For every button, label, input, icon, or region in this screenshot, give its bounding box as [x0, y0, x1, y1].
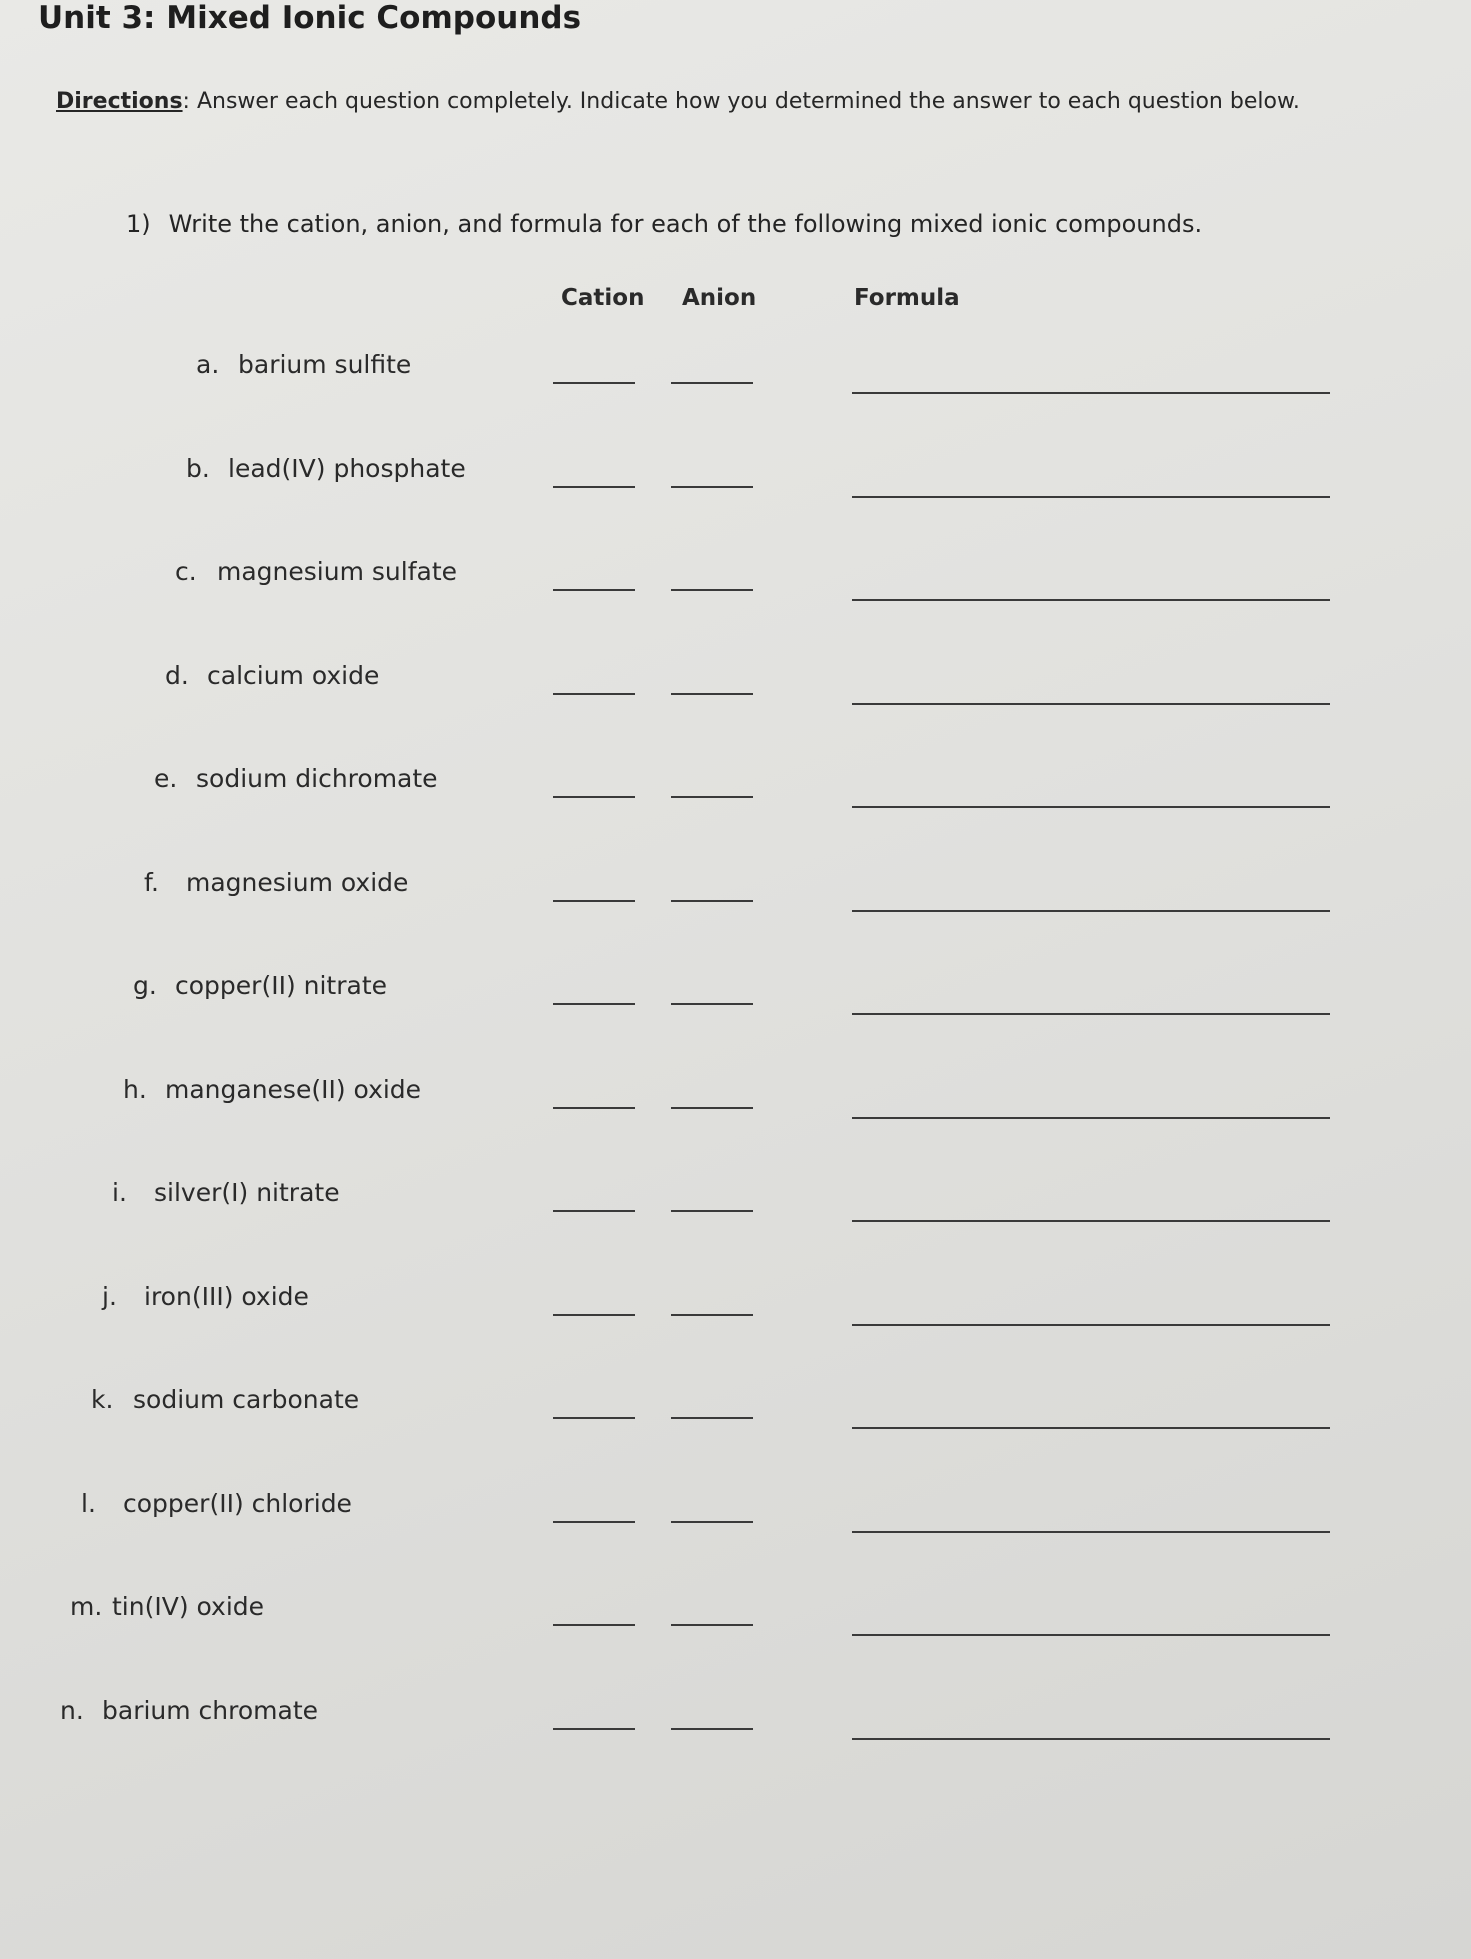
- compound-name: magnesium sulfate: [217, 557, 458, 586]
- question-1: [126, 210, 1202, 238]
- anion-answer-blank[interactable]: [671, 1521, 753, 1523]
- anion-answer-blank[interactable]: [671, 1417, 753, 1419]
- table-row: [0, 555, 1471, 615]
- compound-name: calcium oxide: [207, 661, 380, 690]
- cation-answer-blank[interactable]: [553, 1624, 635, 1626]
- table-row: [0, 969, 1471, 1029]
- compound-label: [175, 557, 457, 586]
- item-letter: l.: [81, 1489, 96, 1518]
- directions: [56, 86, 1306, 118]
- compound-label: [154, 764, 438, 793]
- formula-answer-blank[interactable]: [852, 1324, 1330, 1326]
- compound-label: [123, 1075, 421, 1104]
- formula-answer-blank[interactable]: [852, 1738, 1330, 1740]
- item-letter: h.: [123, 1075, 147, 1104]
- compound-label: [91, 1385, 359, 1414]
- compound-label: [133, 971, 387, 1000]
- item-letter: m.: [70, 1592, 103, 1621]
- cation-answer-blank[interactable]: [553, 796, 635, 798]
- table-row: [0, 1694, 1471, 1754]
- item-letter: f.: [144, 868, 159, 897]
- cation-answer-blank[interactable]: [553, 589, 635, 591]
- formula-answer-blank[interactable]: [852, 1531, 1330, 1533]
- item-letter: k.: [91, 1385, 114, 1414]
- compound-name: copper(II) nitrate: [175, 971, 388, 1000]
- compound-name: sodium dichromate: [196, 764, 438, 793]
- cation-answer-blank[interactable]: [553, 1003, 635, 1005]
- compound-label: [60, 1696, 318, 1725]
- cation-answer-blank[interactable]: [553, 693, 635, 695]
- formula-answer-blank[interactable]: [852, 806, 1330, 808]
- table-row: [0, 1073, 1471, 1133]
- item-letter: i.: [112, 1178, 127, 1207]
- compound-name: iron(III) oxide: [144, 1282, 309, 1311]
- directions-text: : Answer each question completely. Indicate how you determined the answer to each question below.: [182, 89, 1300, 114]
- table-row: [0, 452, 1471, 512]
- formula-answer-blank[interactable]: [852, 910, 1330, 912]
- item-letter: a.: [196, 350, 220, 379]
- item-letter: j.: [102, 1282, 117, 1311]
- item-letter: b.: [186, 454, 210, 483]
- compound-label: [196, 350, 411, 379]
- compound-label: [144, 868, 408, 897]
- anion-answer-blank[interactable]: [671, 900, 753, 902]
- anion-answer-blank[interactable]: [671, 693, 753, 695]
- column-header-anion: Anion: [682, 285, 757, 311]
- compound-label: [102, 1282, 309, 1311]
- cation-answer-blank[interactable]: [553, 1107, 635, 1109]
- table-row: [0, 1383, 1471, 1443]
- compound-name: sodium carbonate: [133, 1385, 360, 1414]
- cation-answer-blank[interactable]: [553, 1417, 635, 1419]
- table-row: [0, 1176, 1471, 1236]
- anion-answer-blank[interactable]: [671, 796, 753, 798]
- formula-answer-blank[interactable]: [852, 1634, 1330, 1636]
- formula-answer-blank[interactable]: [852, 703, 1330, 705]
- compound-name: barium sulfite: [238, 350, 412, 379]
- compound-label: [186, 454, 466, 483]
- cation-answer-blank[interactable]: [553, 1210, 635, 1212]
- anion-answer-blank[interactable]: [671, 1624, 753, 1626]
- formula-answer-blank[interactable]: [852, 1427, 1330, 1429]
- formula-answer-blank[interactable]: [852, 1013, 1330, 1015]
- formula-answer-blank[interactable]: [852, 496, 1330, 498]
- item-letter: d.: [165, 661, 189, 690]
- column-header-cation: Cation: [561, 285, 645, 311]
- compound-name: lead(IV) phosphate: [228, 454, 466, 483]
- compound-name: copper(II) chloride: [123, 1489, 352, 1518]
- table-row: [0, 348, 1471, 408]
- anion-answer-blank[interactable]: [671, 1728, 753, 1730]
- item-letter: g.: [133, 971, 157, 1000]
- formula-answer-blank[interactable]: [852, 1220, 1330, 1222]
- cation-answer-blank[interactable]: [553, 1728, 635, 1730]
- compound-label: [81, 1489, 352, 1518]
- anion-answer-blank[interactable]: [671, 1107, 753, 1109]
- item-letter: e.: [154, 764, 178, 793]
- compound-name: barium chromate: [102, 1696, 319, 1725]
- question-number: 1): [126, 210, 151, 238]
- compound-label: [70, 1592, 264, 1621]
- compound-name: tin(IV) oxide: [112, 1592, 265, 1621]
- table-row: [0, 659, 1471, 719]
- table-row: [0, 866, 1471, 926]
- item-letter: n.: [60, 1696, 84, 1725]
- compound-name: silver(I) nitrate: [154, 1178, 340, 1207]
- table-row: [0, 1590, 1471, 1650]
- anion-answer-blank[interactable]: [671, 1003, 753, 1005]
- anion-answer-blank[interactable]: [671, 1314, 753, 1316]
- formula-answer-blank[interactable]: [852, 599, 1330, 601]
- table-row: [0, 1487, 1471, 1547]
- cation-answer-blank[interactable]: [553, 900, 635, 902]
- compound-label: [165, 661, 379, 690]
- compound-label: [112, 1178, 340, 1207]
- anion-answer-blank[interactable]: [671, 1210, 753, 1212]
- cation-answer-blank[interactable]: [553, 486, 635, 488]
- compound-name: magnesium oxide: [186, 868, 409, 897]
- formula-answer-blank[interactable]: [852, 392, 1330, 394]
- anion-answer-blank[interactable]: [671, 486, 753, 488]
- item-letter: c.: [175, 557, 197, 586]
- column-header-formula: Formula: [854, 285, 960, 311]
- compound-name: manganese(II) oxide: [165, 1075, 422, 1104]
- directions-label: Directions: [56, 89, 183, 114]
- table-row: [0, 1280, 1471, 1340]
- question-text: Write the cation, anion, and formula for each of the following mixed ionic compounds.: [168, 210, 1203, 238]
- formula-answer-blank[interactable]: [852, 1117, 1330, 1119]
- cation-answer-blank[interactable]: [553, 1314, 635, 1316]
- worksheet-title: Unit 3: Mixed Ionic Compounds: [38, 0, 582, 36]
- table-row: [0, 762, 1471, 822]
- anion-answer-blank[interactable]: [671, 382, 753, 384]
- cation-answer-blank[interactable]: [553, 382, 635, 384]
- cation-answer-blank[interactable]: [553, 1521, 635, 1523]
- anion-answer-blank[interactable]: [671, 589, 753, 591]
